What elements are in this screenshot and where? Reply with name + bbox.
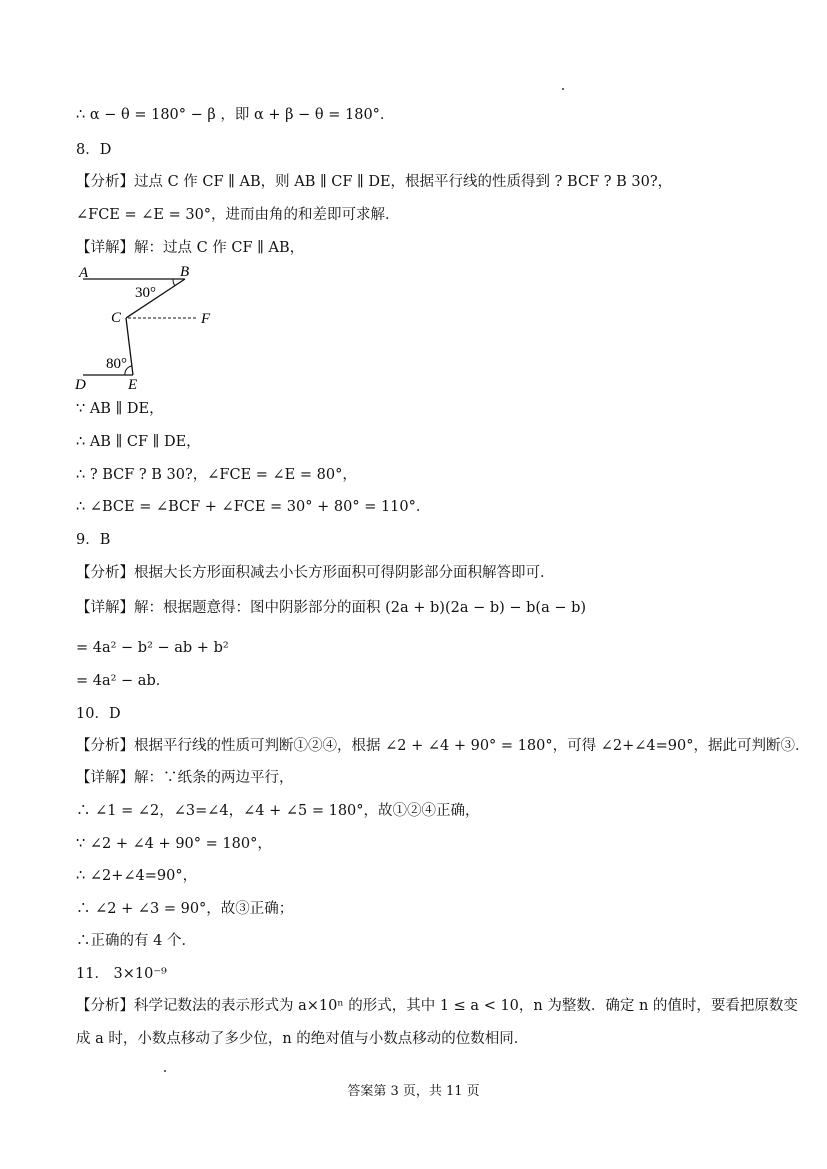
analysis-8-line2: ∠FCE = ∠E = 30°，进而由角的和差即可求解． xyxy=(76,207,400,223)
answer-9-heading: 9．B xyxy=(76,532,111,548)
solution-8-intro: 【详解】解：过点 C 作 CF ∥ AB， xyxy=(76,240,305,256)
solution-10-conclusion: ∴正确的有 4 个． xyxy=(76,933,196,949)
solution-10-step2: ∵ ∠2 + ∠4 + 90° = 180°， xyxy=(76,836,272,852)
solution-10-intro: 【详解】解：∵纸条的两边平行， xyxy=(76,770,294,786)
solution-10-step3: ∴ ∠2+∠4=90°， xyxy=(76,868,198,884)
scan-speck xyxy=(562,88,564,90)
solution-8-step4: ∴ ∠BCE = ∠BCF + ∠FCE = 30° + 80° = 110°． xyxy=(76,499,431,515)
analysis-10: 【分析】根据平行线的性质可判断①②④，根据 ∠2 + ∠4 + 90° = 180°，可得 ∠2+∠4=90°，据此可判断③． xyxy=(76,738,810,754)
answer-11-heading: 11． 3×10⁻⁹ xyxy=(76,966,167,982)
label-f: F xyxy=(201,311,211,327)
analysis-11-line1: 【分析】科学记数法的表示形式为 a×10ⁿ 的形式，其中 1 ≤ a < 10，n 为整数．确定 n 的值时，要看把原数变 xyxy=(76,998,798,1014)
label-d: D xyxy=(75,377,86,392)
angle-b-arc xyxy=(173,279,175,286)
scan-speck xyxy=(164,1070,166,1072)
analysis-11-line2: 成 a 时，小数点移动了多少位，n 的绝对值与小数点移动的位数相同． xyxy=(76,1031,529,1047)
angle-30-label: 30° xyxy=(135,285,156,301)
angle-80-label: 80° xyxy=(106,356,127,372)
answer-10-heading: 10．D xyxy=(76,706,121,722)
solution-8-step2: ∴ AB ∥ CF ∥ DE， xyxy=(76,434,201,450)
solution-8-step1: ∵ AB ∥ DE， xyxy=(76,401,164,417)
label-b: B xyxy=(180,264,190,280)
solution-10-step1: ∴ ∠1 = ∠2，∠3=∠4，∠4 + ∠5 = 180°，故①②④正确， xyxy=(76,803,480,819)
analysis-8-line1: 【分析】过点 C 作 CF ∥ AB，则 AB ∥ CF ∥ DE，根据平行线的性质得到 ? BCF ? B 30?， xyxy=(76,174,673,190)
solution-10-step4: ∴ ∠2 + ∠3 = 90°，故③正确； xyxy=(76,901,294,917)
label-c: C xyxy=(111,310,122,326)
analysis-9: 【分析】根据大长方形面积减去小长方形面积可得阴影部分面积解答即可． xyxy=(76,565,555,581)
label-a: A xyxy=(79,265,89,281)
answer-8-heading: 8．D xyxy=(76,142,112,158)
solution-9-step3: = 4a² − ab． xyxy=(76,673,171,689)
solution-9-step1: 【详解】解：根据题意得：图中阴影部分的面积 (2a + b)(2a − b) − b(a − b) xyxy=(76,600,587,616)
solution-8-step3: ∴ ? BCF ? B 30?，∠FCE = ∠E = 80°， xyxy=(76,467,357,483)
derivation-conclusion: ∴ α − θ = 180° − β ，即 α + β − θ = 180°． xyxy=(76,107,395,123)
label-e: E xyxy=(128,377,138,392)
solution-9-step2: = 4a² − b² − ab + b² xyxy=(76,640,229,656)
page-footer: 答案第 3 页，共 11 页 xyxy=(347,1084,480,1099)
parallel-lines-figure xyxy=(70,258,240,392)
